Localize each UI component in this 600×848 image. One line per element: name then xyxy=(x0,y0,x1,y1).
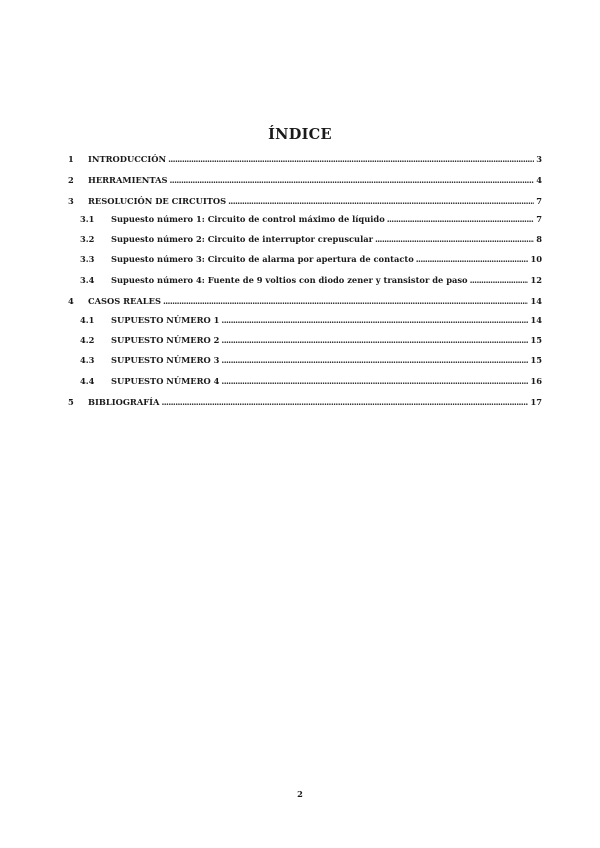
toc-entry-title: SUPUESTO NÚMERO 2 xyxy=(111,335,220,345)
toc-dot-leader xyxy=(163,295,529,307)
toc-entry-number: 3.2 xyxy=(80,234,95,244)
toc-entry-bibliografia[interactable] xyxy=(68,396,542,408)
toc-entry-title: CASOS REALES xyxy=(88,296,161,306)
toc-entry-title: INTRODUCCIÓN xyxy=(88,154,167,164)
toc-entry-title: BIBLIOGRAFÍA xyxy=(88,397,160,407)
toc-entry-number: 4 xyxy=(68,296,74,306)
toc-entry-number: 4.2 xyxy=(80,335,95,345)
toc-entry-number: 1 xyxy=(68,154,74,164)
toc-entry-number: 2 xyxy=(68,175,74,185)
toc-dot-leader xyxy=(168,153,534,165)
toc-entry-number: 4.3 xyxy=(80,355,95,365)
toc-dot-leader xyxy=(375,233,534,245)
toc-entry-number: 5 xyxy=(68,397,74,407)
toc-entry-title: Supuesto número 3: Circuito de alarma por apertura de contacto xyxy=(111,254,414,264)
toc-entry-page: 14 xyxy=(530,315,542,325)
toc-entry-page: 17 xyxy=(530,397,542,407)
toc-entry-page: 15 xyxy=(530,335,542,345)
toc-entry-number: 3 xyxy=(68,196,74,206)
toc-dot-leader xyxy=(387,213,534,225)
toc-entry-3-1[interactable] xyxy=(80,213,542,225)
toc-entry-3-4[interactable] xyxy=(80,274,542,286)
toc-dot-leader xyxy=(228,195,534,207)
toc-entry-number: 3.3 xyxy=(80,254,95,264)
toc-entry-number: 3.4 xyxy=(80,275,95,285)
toc-entry-page: 8 xyxy=(536,234,542,244)
toc-dot-leader xyxy=(221,334,528,346)
toc-entry-number: 3.1 xyxy=(80,214,95,224)
toc-entry-title: SUPUESTO NÚMERO 3 xyxy=(111,355,220,365)
toc-entry-title: HERRAMIENTAS xyxy=(88,175,168,185)
page-number: 2 xyxy=(297,789,303,799)
toc-entry-4-2[interactable] xyxy=(80,334,542,346)
toc-entry-page: 12 xyxy=(530,275,542,285)
toc-dot-leader xyxy=(470,274,529,286)
toc-entry-page: 16 xyxy=(530,376,542,386)
toc-dot-leader xyxy=(170,174,534,186)
toc-dot-leader xyxy=(416,253,529,265)
toc-dot-leader xyxy=(221,375,528,387)
toc-entry-4-4[interactable] xyxy=(80,375,542,387)
toc-entry-title: SUPUESTO NÚMERO 1 xyxy=(111,315,220,325)
toc-entry-page: 7 xyxy=(536,214,542,224)
toc-entry-page: 3 xyxy=(536,154,542,164)
toc-entry-title: RESOLUCIÓN DE CIRCUITOS xyxy=(88,196,227,206)
toc-entry-3-2[interactable] xyxy=(80,233,542,245)
toc-entry-page: 4 xyxy=(536,175,542,185)
toc-entry-page: 10 xyxy=(530,254,542,264)
toc-dot-leader xyxy=(161,396,528,408)
toc-entry-4-1[interactable] xyxy=(80,314,542,326)
toc-entry-title: Supuesto número 1: Circuito de control máximo de líquido xyxy=(111,214,385,224)
toc-entry-resolucion-de-circuitos[interactable] xyxy=(68,195,542,207)
toc-entry-4-3[interactable] xyxy=(80,354,542,366)
toc-entry-3-3[interactable] xyxy=(80,253,542,265)
toc-entry-casos-reales[interactable] xyxy=(68,295,542,307)
toc-entry-herramientas[interactable] xyxy=(68,174,542,186)
toc-dot-leader xyxy=(221,314,528,326)
toc-dot-leader xyxy=(221,354,528,366)
toc-entry-title: Supuesto número 2: Circuito de interruptor crepuscular xyxy=(111,234,373,244)
toc-entry-title: Supuesto número 4: Fuente de 9 voltios con diodo zener y transistor de paso xyxy=(111,275,468,285)
document-title: ÍNDICE xyxy=(268,126,332,143)
toc-entry-number: 4.1 xyxy=(80,315,95,325)
toc-entry-introduccion[interactable] xyxy=(68,153,542,165)
toc-entry-title: SUPUESTO NÚMERO 4 xyxy=(111,376,220,386)
toc-entry-page: 15 xyxy=(530,355,542,365)
toc-entry-page: 14 xyxy=(530,296,542,306)
toc-entry-number: 4.4 xyxy=(80,376,95,386)
toc-entry-page: 7 xyxy=(536,196,542,206)
